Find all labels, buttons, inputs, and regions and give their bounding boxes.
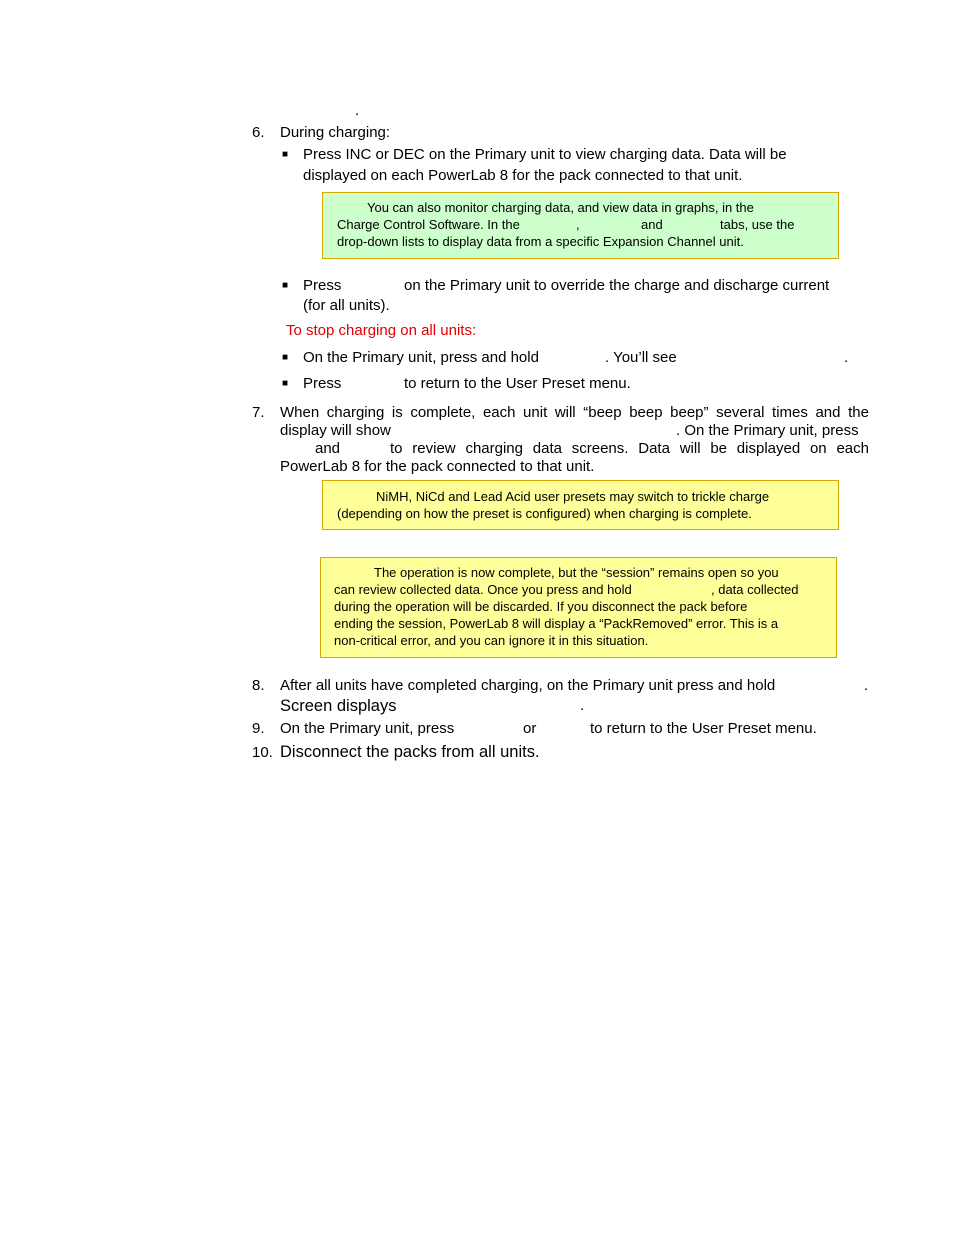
word: each — [482, 404, 516, 421]
word: will — [554, 404, 576, 421]
word: screens. — [571, 440, 629, 457]
step-8-line-2-end: . — [580, 697, 585, 714]
word: beep — [629, 404, 663, 421]
note-1-line-2c: and — [641, 217, 663, 232]
step-10-text: Disconnect the packs from all units. — [280, 743, 540, 761]
step-9-c: to return to the User Preset menu. — [590, 720, 817, 737]
stray-dot: . — [355, 102, 360, 119]
step-9-a: On the Primary unit, press — [280, 720, 455, 737]
word: review — [412, 440, 456, 457]
note-2-line-2: (depending on how the preset is configured) when charging is complete. — [337, 506, 752, 521]
bullet-square-icon: ■ — [282, 352, 289, 363]
step-6-bullet-3-a: On the Primary unit, press and hold — [303, 349, 539, 366]
step-6-bullet-2-rest: on the Primary unit to override the charge and discharge current — [404, 277, 830, 294]
word: be — [710, 440, 728, 457]
step-7-line-4: PowerLab 8 for the pack connected to that unit. — [280, 458, 595, 475]
word: on — [809, 440, 827, 457]
step-6-number: 6. — [252, 124, 265, 141]
word: to — [390, 440, 403, 457]
note-3-line-1: The operation is now complete, but the “session” remains open so you — [374, 565, 779, 580]
note-1-line-3: drop-down lists to display data from a specific Expansion Channel unit. — [337, 234, 744, 249]
step-7-line-2a: display will show — [280, 422, 391, 439]
note-trickle-charge — [322, 480, 839, 530]
word: “beep — [583, 404, 622, 421]
note-3-line-2b: , data collected — [711, 582, 799, 597]
word: several — [716, 404, 765, 421]
step-6-bullet-2-press: Press — [303, 277, 342, 294]
step-6-bullet-4-press: Press — [303, 375, 342, 392]
word: Data — [638, 440, 670, 457]
word: data — [532, 440, 562, 457]
word: When — [280, 404, 320, 421]
word: and — [815, 404, 841, 421]
step-6-bullet-1-line-1: Press INC or DEC on the Primary unit to view charging data. Data will be — [303, 146, 787, 163]
step-7-line-1 — [280, 404, 869, 422]
step-9-number: 9. — [252, 720, 265, 737]
word: complete, — [410, 404, 476, 421]
step-6-bullet-4-rest: to return to the User Preset menu. — [404, 375, 631, 392]
step-7-line-3 — [390, 440, 869, 458]
bullet-square-icon: ■ — [282, 378, 289, 389]
step-6-text: During charging: — [280, 124, 391, 141]
word: charging — [465, 440, 523, 457]
step-9-b: or — [523, 720, 537, 737]
note-monitor-charging — [322, 192, 839, 259]
step-8-line-1-end: . — [864, 677, 869, 694]
note-1-line-2b: , — [576, 217, 580, 232]
word: charging — [326, 404, 385, 421]
word: unit — [523, 404, 548, 421]
note-1-line-2a: Charge Control Software. In the — [337, 217, 520, 232]
stop-charging-heading: To stop charging on all units: — [286, 322, 477, 339]
note-3-line-2a: can review collected data. Once you press and hold — [334, 582, 632, 597]
word: times — [772, 404, 808, 421]
step-7-line-3-and: and — [315, 440, 341, 457]
word: displayed — [736, 440, 801, 457]
step-7-line-2b: . On the Primary unit, press — [676, 422, 859, 439]
note-1-line-1: You can also monitor charging data, and view data in graphs, in the — [367, 200, 754, 215]
note-3-line-4: ending the session, PowerLab 8 will display a “PackRemoved” error. This is a — [334, 616, 779, 631]
word: beep” — [670, 404, 709, 421]
bullet-square-icon: ■ — [282, 280, 289, 291]
step-7-number: 7. — [252, 404, 265, 421]
step-8-line-1: After all units have completed charging, on the Primary unit press and hold — [280, 677, 776, 694]
word: the — [848, 404, 869, 421]
step-6-bullet-3-c: . — [844, 349, 849, 366]
word: each — [836, 440, 869, 457]
note-session-open — [320, 557, 837, 658]
note-3-line-5: non-critical error, and you can ignore it in this situation. — [334, 633, 649, 648]
step-6-bullet-1-line-2: displayed on each PowerLab 8 for the pack connected to that unit. — [303, 167, 743, 184]
step-8-number: 8. — [252, 677, 265, 694]
note-1-line-2d: tabs, use the — [720, 217, 795, 232]
step-6-bullet-2-line-2: (for all units). — [303, 297, 390, 314]
step-10-number: 10. — [252, 744, 273, 761]
word: will — [679, 440, 701, 457]
note-2-line-1: NiMH, NiCd and Lead Acid user presets may switch to trickle charge — [376, 489, 770, 504]
step-8-line-2: Screen displays — [280, 697, 397, 715]
word: is — [391, 404, 403, 421]
note-3-line-3: during the operation will be discarded. If you disconnect the pack before — [334, 599, 748, 614]
step-6-bullet-3-b: . You’ll see — [605, 349, 677, 366]
bullet-square-icon: ■ — [282, 149, 289, 160]
